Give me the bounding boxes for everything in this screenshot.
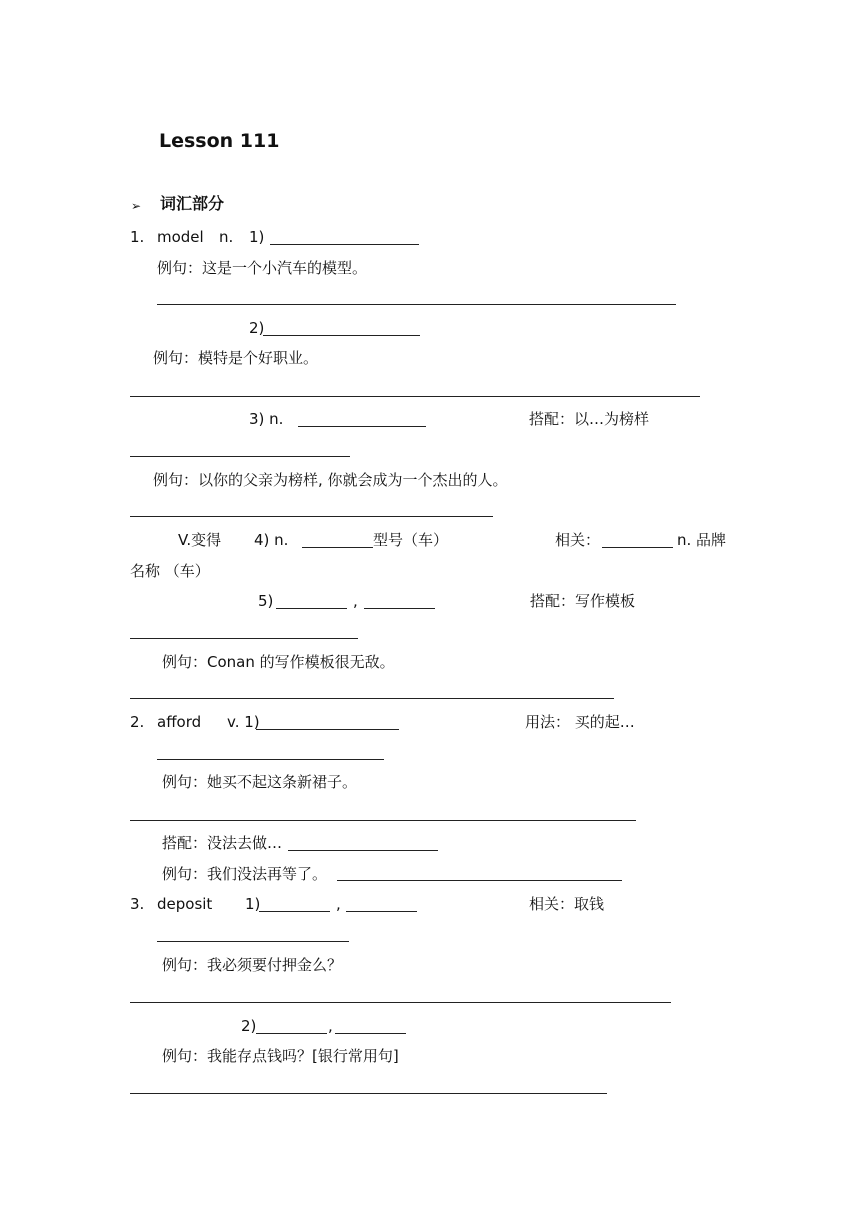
collocation-note: 搭配：写作模板	[530, 592, 636, 610]
section-title: 词汇部分	[160, 194, 225, 213]
related-note: 相关：取钱	[529, 895, 605, 913]
answer-blank[interactable]	[337, 880, 622, 881]
item-number: 2.	[130, 713, 145, 731]
answer-blank[interactable]	[263, 335, 420, 336]
answer-line[interactable]	[157, 941, 349, 942]
answer-line[interactable]	[130, 698, 614, 699]
answer-blank[interactable]	[288, 850, 438, 851]
example-sentence: 例句：以你的父亲为榜样, 你就会成为一个杰出的人。	[153, 471, 508, 489]
answer-line[interactable]	[130, 1002, 671, 1003]
answer-line[interactable]	[157, 759, 384, 760]
meaning-suffix: 型号（车）	[373, 531, 449, 549]
meaning-marker: 3) n.	[249, 410, 284, 428]
answer-blank[interactable]	[276, 608, 347, 609]
example-sentence: 例句：Conan 的写作模板很无敌。	[162, 653, 395, 671]
answer-blank[interactable]	[302, 547, 373, 548]
answer-line[interactable]	[130, 820, 636, 821]
example-sentence: 例句：这是一个小汽车的模型。	[157, 259, 368, 277]
answer-line[interactable]	[130, 456, 350, 457]
answer-blank[interactable]	[256, 1033, 327, 1034]
comma: ,	[336, 895, 341, 913]
related-note-tail: n. 品牌	[677, 531, 727, 549]
meaning-marker: 5)	[258, 592, 274, 610]
answer-blank[interactable]	[298, 426, 426, 427]
meaning-marker: v. 1)	[227, 713, 260, 731]
collocation-note: 搭配：没法去做…	[162, 834, 283, 852]
meaning-marker: 2)	[241, 1017, 257, 1035]
meaning-marker: 1)	[245, 895, 261, 913]
answer-line[interactable]	[130, 396, 700, 397]
headword: afford	[157, 713, 202, 731]
answer-blank[interactable]	[259, 911, 330, 912]
lesson-title: Lesson 111	[159, 130, 280, 152]
related-note-wrap: 名称 （车）	[130, 562, 210, 580]
meaning-marker: 4) n.	[254, 531, 289, 549]
answer-blank[interactable]	[602, 547, 673, 548]
meaning-marker: 2)	[249, 319, 265, 337]
answer-blank[interactable]	[346, 911, 417, 912]
answer-blank[interactable]	[270, 244, 419, 245]
answer-blank[interactable]	[335, 1033, 406, 1034]
answer-line[interactable]	[157, 304, 676, 305]
answer-line[interactable]	[130, 1093, 607, 1094]
answer-line[interactable]	[130, 516, 493, 517]
headword: model	[157, 228, 204, 246]
answer-blank[interactable]	[364, 608, 435, 609]
answer-line[interactable]	[130, 638, 358, 639]
related-note: 相关：	[555, 531, 601, 549]
comma: ,	[328, 1017, 333, 1035]
item-number: 3.	[130, 895, 145, 913]
meaning-marker: 1)	[249, 228, 265, 246]
bullet-arrow-icon: ➢	[131, 199, 142, 213]
item-number: 1.	[130, 228, 145, 246]
collocation-note: 搭配：以…为榜样	[529, 410, 650, 428]
headword: deposit	[157, 895, 213, 913]
comma: ,	[353, 592, 358, 610]
example-sentence: 例句：我们没法再等了。	[162, 865, 328, 883]
part-of-speech: n.	[219, 228, 234, 246]
usage-note: 用法： 买的起…	[525, 713, 635, 731]
verb-label: V.变得	[178, 531, 222, 549]
example-sentence: 例句：模特是个好职业。	[153, 349, 319, 367]
example-sentence: 例句：我能存点钱吗？[银行常用句]	[162, 1047, 399, 1065]
example-sentence: 例句：我必须要付押金么？	[162, 956, 343, 974]
example-sentence: 例句：她买不起这条新裙子。	[162, 773, 358, 791]
answer-blank[interactable]	[256, 729, 399, 730]
